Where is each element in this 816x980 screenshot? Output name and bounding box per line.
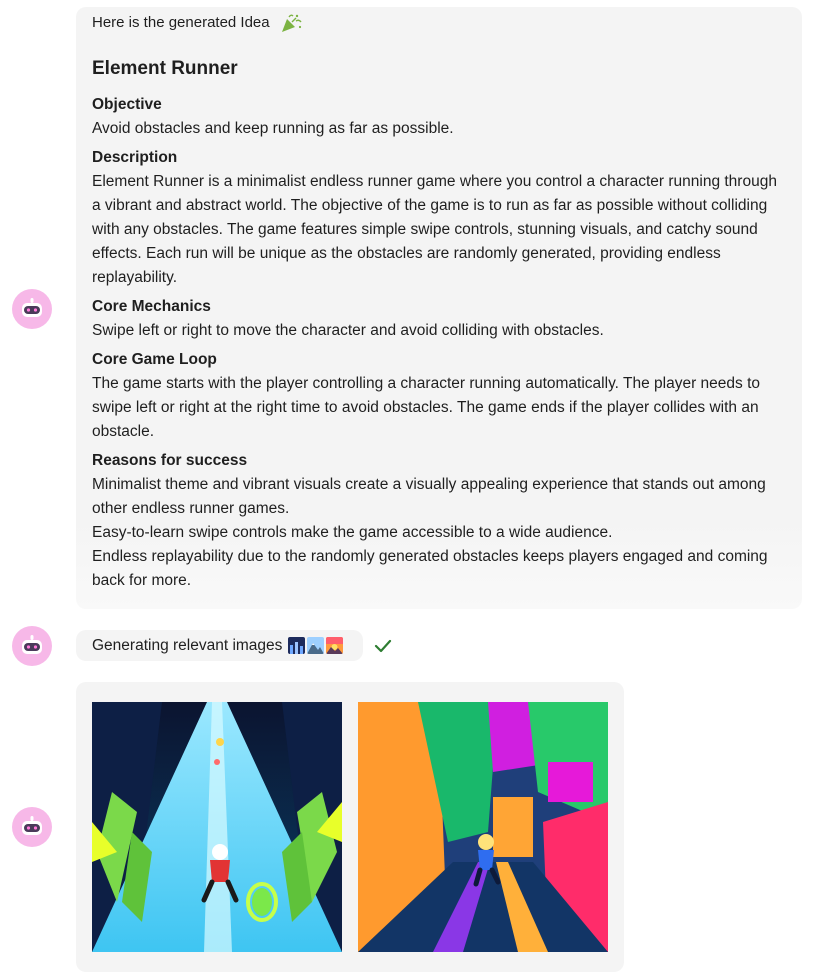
- intro-text: Here is the generated Idea: [92, 14, 270, 31]
- party-popper-icon: [280, 13, 302, 33]
- images-message: [76, 682, 624, 972]
- mountain-icon: [307, 637, 324, 654]
- image-thumbnails: [286, 637, 343, 654]
- bot-avatar: [12, 626, 52, 666]
- intro-line: [92, 13, 786, 33]
- image-status-text: Generating relevant images: [92, 636, 283, 654]
- sunrise-icon: [326, 637, 343, 654]
- section-heading: Core Game Loop: [92, 351, 217, 368]
- generated-image-1[interactable]: [92, 702, 342, 952]
- section-text: Endless replayability due to the randomly generated obstacles keeps players engaged and coming back for more.: [92, 548, 768, 589]
- image-status-message: [76, 630, 363, 661]
- section-heading: Description: [92, 149, 178, 166]
- bot-avatar: [12, 289, 52, 329]
- neon-runner-image: [92, 702, 342, 952]
- section-text: Element Runner is a minimalist endless runner game where you control a character running through a vibrant and abstract world. The objective of the game is to run as far as possible without colliding with any obstacles. The game features simple swipe controls, stunning visuals, and catchy sound effects. Each run will be unique as the obstacles are randomly generated, providing endless replayability.: [92, 173, 777, 286]
- city-night-icon: [288, 637, 305, 654]
- section-text: Easy-to-learn swipe controls make the game accessible to a wide audience.: [92, 524, 613, 541]
- idea-message: [76, 7, 802, 609]
- section-heading: Reasons for success: [92, 452, 248, 469]
- checkmark-icon: [373, 637, 393, 655]
- section-heading: Core Mechanics: [92, 298, 211, 315]
- generated-image-2[interactable]: [358, 702, 608, 952]
- idea-title: Element Runner: [92, 58, 238, 79]
- section-heading: Objective: [92, 96, 162, 113]
- section-text: The game starts with the player controlling a character running automatically. The player needs to swipe left or right at the right time to avoid obstacles. The game ends if the player collides with an obstacle.: [92, 375, 760, 440]
- section-text: Avoid obstacles and keep running as far as possible.: [92, 120, 454, 137]
- section-text: Swipe left or right to move the character and avoid colliding with obstacles.: [92, 322, 604, 339]
- color-blocks-runner-image: [358, 702, 608, 952]
- bot-avatar: [12, 807, 52, 847]
- section-text: Minimalist theme and vibrant visuals create a visually appealing experience that stands out among other endless runner games.: [92, 476, 766, 517]
